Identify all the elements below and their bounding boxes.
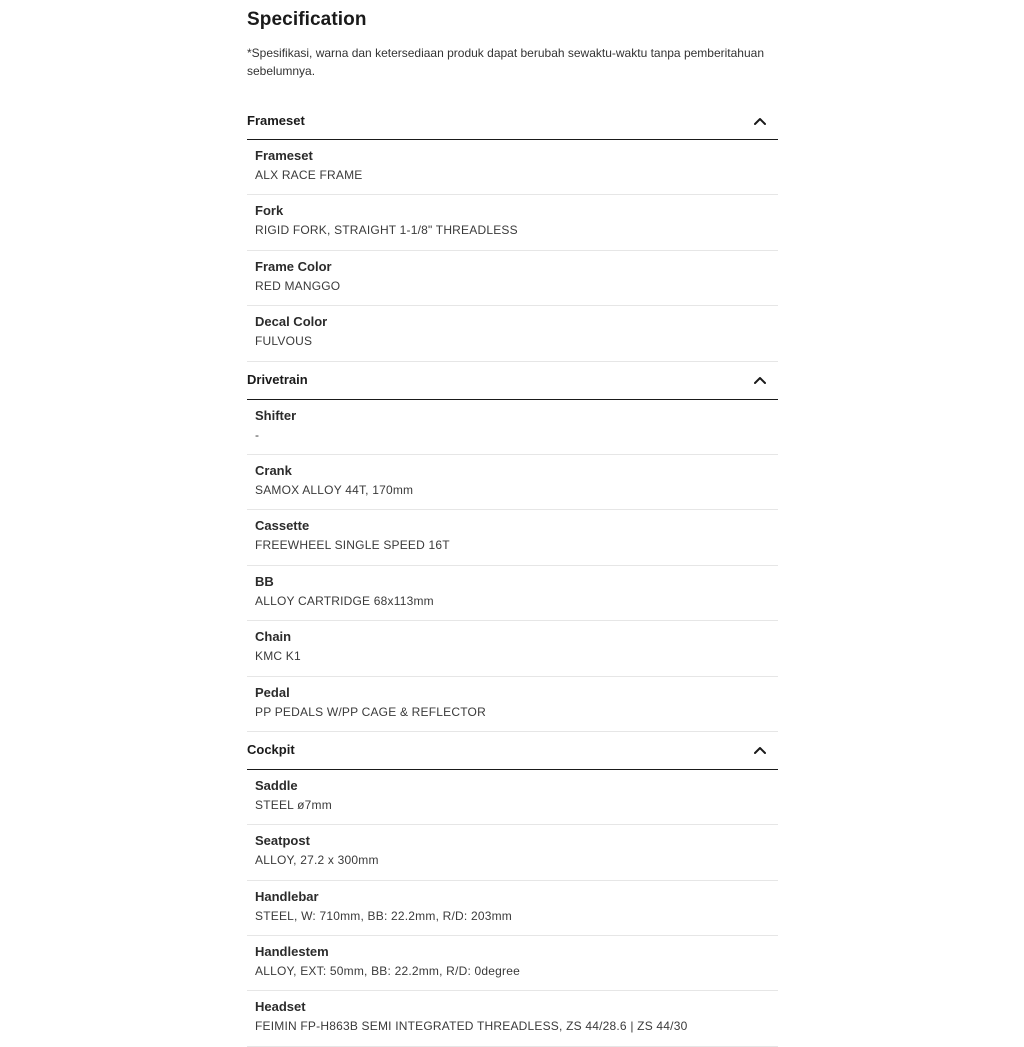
spec-section-frameset: [247, 102, 778, 362]
spec-list: [247, 770, 778, 1047]
spec-label: BB: [255, 573, 274, 589]
spec-label: Pedal: [255, 684, 290, 700]
section-header-frameset[interactable]: [247, 102, 778, 140]
spec-value: ALLOY, 27.2 x 300mm: [255, 853, 379, 868]
spec-value: RED MANGGO: [255, 278, 341, 293]
spec-row: [247, 195, 778, 250]
spec-label: Decal Color: [255, 314, 328, 330]
spec-label: Chain: [255, 629, 292, 645]
spec-label: Crank: [255, 462, 292, 478]
spec-list: [247, 400, 778, 732]
section-header-drivetrain[interactable]: [247, 362, 778, 400]
spec-row: [247, 306, 778, 361]
spec-row: [247, 140, 778, 195]
spec-row: [247, 455, 778, 510]
spec-row: [247, 677, 778, 732]
section-title: Cockpit: [247, 742, 295, 758]
spec-row: [247, 251, 778, 306]
section-title: Frameset: [247, 112, 305, 128]
spec-row: [247, 770, 778, 825]
spec-row: [247, 881, 778, 936]
spec-label: Frame Color: [255, 258, 332, 274]
spec-label: Seatpost: [255, 833, 310, 849]
chevron-up-icon[interactable]: [750, 740, 770, 760]
chevron-up-icon[interactable]: [750, 111, 770, 131]
chevron-up-icon[interactable]: [750, 370, 770, 390]
spec-label: Handlestem: [255, 944, 329, 960]
spec-row: [247, 400, 778, 455]
spec-value: FREEWHEEL SINGLE SPEED 16T: [255, 538, 450, 553]
spec-label: Fork: [255, 203, 284, 219]
spec-value: FULVOUS: [255, 334, 313, 349]
spec-row: [247, 566, 778, 621]
spec-value: PP PEDALS W/PP CAGE & REFLECTOR: [255, 704, 486, 719]
spec-value: ALLOY, EXT: 50mm, BB: 22.2mm, R/D: 0degree: [255, 964, 520, 979]
spec-value: STEEL, W: 710mm, BB: 22.2mm, R/D: 203mm: [255, 908, 512, 923]
spec-row: [247, 825, 778, 880]
spec-value: RIGID FORK, STRAIGHT 1-1/8" THREADLESS: [255, 223, 518, 238]
spec-label: Frameset: [255, 148, 313, 163]
spec-label: Saddle: [255, 777, 298, 793]
spec-list: [247, 140, 778, 362]
spec-row: [247, 936, 778, 991]
spec-row: [247, 621, 778, 676]
spec-value: SAMOX ALLOY 44T, 170mm: [255, 482, 414, 497]
disclaimer-text: *Spesifikasi, warna dan ketersediaan produk dapat berubah sewaktu-waktu tanpa pemberitahuan sebelumnya.: [247, 46, 764, 78]
spec-section-cockpit: [247, 732, 778, 1047]
spec-value: ALX RACE FRAME: [255, 168, 363, 182]
section-title: Drivetrain: [247, 372, 308, 388]
spec-section-drivetrain: [247, 362, 778, 732]
spec-value: -: [255, 427, 260, 442]
spec-label: Headset: [255, 999, 306, 1015]
spec-sections: [247, 102, 778, 1047]
spec-row: [247, 991, 778, 1046]
spec-value: KMC K1: [255, 649, 301, 664]
specification-panel: [247, 0, 778, 1047]
spec-label: Shifter: [255, 407, 297, 423]
spec-label: Handlebar: [255, 888, 319, 904]
section-header-cockpit[interactable]: [247, 732, 778, 770]
spec-value: FEIMIN FP-H863B SEMI INTEGRATED THREADLESS, ZS 44/28.6 | ZS 44/30: [255, 1019, 688, 1034]
page-title: Specification: [247, 9, 367, 30]
spec-value: ALLOY CARTRIDGE 68x113mm: [255, 593, 434, 608]
spec-row: [247, 510, 778, 565]
spec-value: STEEL ø7mm: [255, 797, 332, 812]
spec-label: Cassette: [255, 518, 310, 534]
